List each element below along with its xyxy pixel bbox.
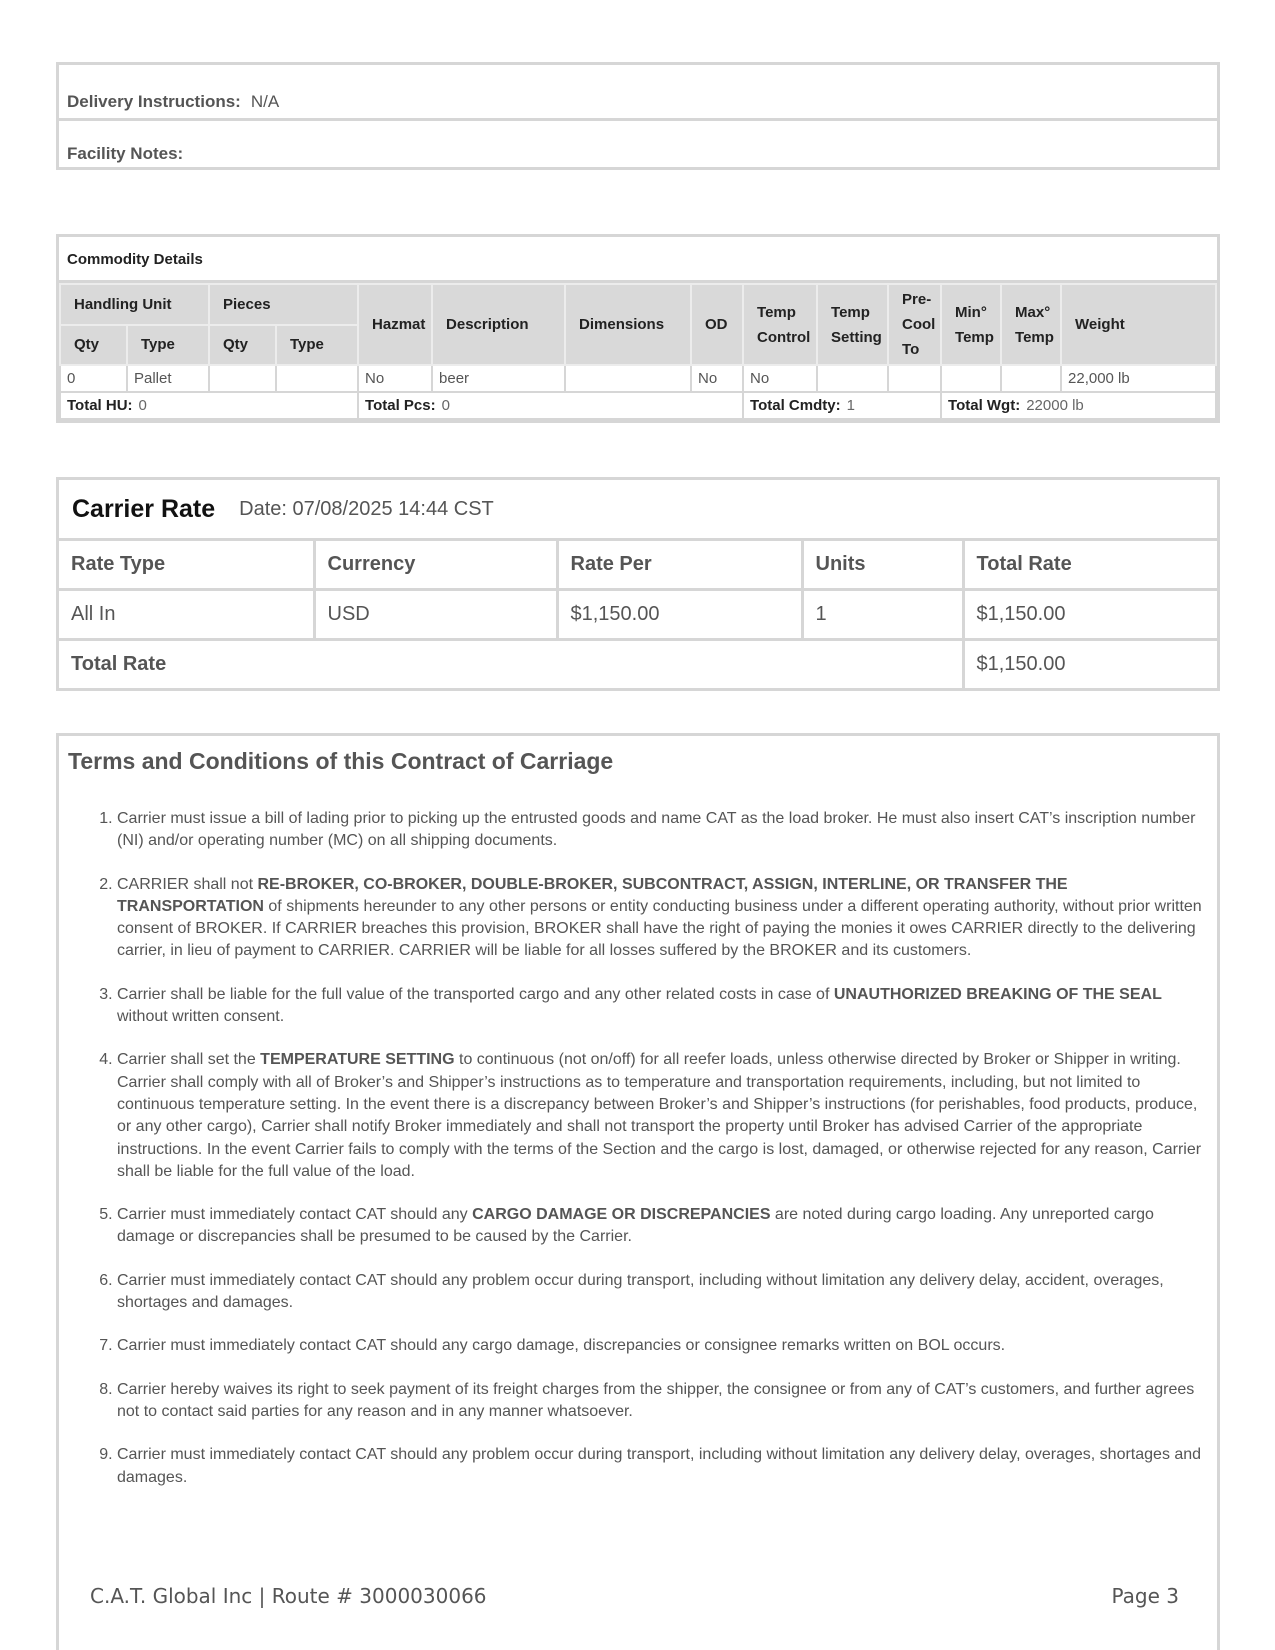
col-od: OD [691,284,743,365]
col-total-rate: Total Rate [963,541,1217,590]
cell-dimensions [565,365,691,392]
col-temp-setting: Temp Setting [817,284,888,365]
total-cmdty [743,392,941,419]
term-emphasis: TEMPERATURE SETTING [260,1051,455,1069]
col-max-temp: Max° Temp [1001,284,1061,365]
footer-route: C.A.T. Global Inc | Route # 3000030066 [90,1584,487,1608]
total-cmdty-value: 1 [846,397,855,414]
carrier-rate-title: Carrier Rate [72,494,216,523]
carrier-rate-table [59,541,1217,688]
term-text: Carrier must immediately contact CAT should any cargo damage, discrepancies or consignee remarks written on BOL occurs. [117,1337,1006,1355]
term-text: without written consent. [117,1008,285,1026]
cell-min-temp [941,365,1001,392]
term-text: Carrier must immediately contact CAT should any problem occur during transport, including without limitation any delivery delay, overages, shortages and damages. [117,1446,1202,1486]
term-text: Carrier hereby waives its right to seek payment of its freight charges from the shipper, the consignee or from any of CAT’s customers, and further agrees not to contact said parties for any reason and in any manner whatsoever. [117,1380,1195,1420]
total-wgt-label: Total Wgt: [948,397,1021,414]
commodity-header-row-1 [60,284,1216,325]
col-hu-qty: Qty [60,325,127,366]
col-handling-unit: Handling Unit [60,284,209,325]
cell-pc-type [276,365,358,392]
col-currency: Currency [314,541,557,590]
total-hu [60,392,358,419]
term-emphasis: UNAUTHORIZED BREAKING OF THE SEAL [833,985,1162,1003]
cell-temp-setting [817,365,888,392]
list-item [117,874,1203,963]
col-rate-type: Rate Type [59,541,314,590]
commodity-details-title: Commodity Details [59,237,1217,283]
list-item [117,1379,1203,1424]
delivery-instructions-value: N/A [250,92,280,111]
rate-total-label: Total Rate [59,640,963,689]
col-weight: Weight [1061,284,1216,365]
instructions-box [56,62,1220,170]
facility-notes-row [59,118,1217,170]
cell-pc-qty [209,365,276,392]
list-item [117,1335,1203,1357]
list-item [117,984,1203,1029]
total-hu-label: Total HU: [67,397,133,414]
term-text: are noted during cargo loading. Any unreported cargo damage or discrepancies shall be presumed to be caused by the Carrier. [117,1206,1154,1246]
cell-pre-cool [888,365,941,392]
list-item [117,808,1203,853]
cell-hu-type: Pallet [127,365,209,392]
table-row [59,590,1217,640]
col-units: Units [802,541,963,590]
total-pcs [358,392,743,419]
cell-od: No [691,365,743,392]
commodity-totals-row [60,392,1216,419]
list-item [117,1270,1203,1315]
delivery-instructions-row [59,65,1217,118]
delivery-instructions-label: Delivery Instructions: [67,92,241,111]
rate-header-row [59,541,1217,590]
col-hazmat: Hazmat [358,284,432,365]
footer-page-number: Page 3 [1111,1584,1179,1608]
rate-total-row [59,640,1217,689]
carrier-rate-date: Date: 07/08/2025 14:44 CST [239,497,494,520]
cell-rate-type: All In [59,590,314,640]
col-pieces: Pieces [209,284,358,325]
total-wgt [941,392,1216,419]
col-rate-per: Rate Per [557,541,802,590]
total-hu-value: 0 [138,397,147,414]
total-cmdty-label: Total Cmdty: [750,397,841,414]
term-emphasis: CARGO DAMAGE OR DISCREPANCIES [472,1206,771,1224]
col-min-temp: Min° Temp [941,284,1001,365]
col-dimensions: Dimensions [565,284,691,365]
cell-hu-qty: 0 [60,365,127,392]
rate-total-value: $1,150.00 [963,640,1217,689]
cell-weight: 22,000 lb [1061,365,1216,392]
list-item [117,1049,1203,1183]
col-pc-qty: Qty [209,325,276,366]
cell-hazmat: No [358,365,432,392]
term-text: of shipments hereunder to any other persons or entity conducting business under a different operating authority, without prior written consent of BROKER. If CARRIER breaches this provision, BROKER shall have the right of paying the monies it owes CARRIER directly to the delivering carrier, in lieu of payment to CARRIER. CARRIER will be liable for all losses suffered by the BROKER and its customers. [117,897,1202,960]
table-row [60,365,1216,392]
term-text: Carrier shall be liable for the full value of the transported cargo and any other related costs in case of [117,985,834,1003]
col-hu-type: Type [127,325,209,366]
term-text: CARRIER shall not [117,875,258,893]
terms-title: Terms and Conditions of this Contract of Carriage [68,748,614,774]
commodity-details-box [56,234,1220,423]
col-temp-control: Temp Control [743,284,817,365]
col-pre-cool: Pre-Cool To [888,284,941,365]
col-pc-type: Type [276,325,358,366]
col-description: Description [432,284,565,365]
term-text: Carrier shall set the [117,1051,261,1069]
cell-units: 1 [802,590,963,640]
carrier-rate-header [59,480,1217,541]
cell-max-temp [1001,365,1061,392]
cell-temp-control: No [743,365,817,392]
list-item [117,1444,1203,1489]
term-emphasis: RE-BROKER, CO-BROKER, DOUBLE-BROKER, SUBCONTRACT, ASSIGN, INTERLINE, OR TRANSFER THE TRANSPORTATION [117,875,1068,915]
list-item [117,1204,1203,1249]
terms-list [59,808,1217,1489]
term-text: to continuous (not on/off) for all reefer loads, unless otherwise directed by Broker or Shipper in writing. Carrier shall comply with all of Broker’s and Shipper’s instructions as to temperature and transportation requirements, including, but not limited to continuous temperature setting. In the event there is a discrepancy between Broker’s and Shipper’s instructions (for perishables, food products, produce, or any other cargo), Carrier shall notify Broker immediately and shall not transport the property until Broker has advised Carrier of the appropriate instructions. In the event Carrier fails to comply with the terms of the Section and the cargo is lost, damaged, or otherwise rejected for any reason, Carrier shall be liable for the full value of the load. [117,1051,1202,1180]
commodity-table [59,283,1217,420]
term-text: Carrier must issue a bill of lading prior to picking up the entrusted goods and name CAT as the load broker. He must also insert CAT’s inscription number (NI) and/or operating number (MC) on all shipping documents. [117,810,1196,850]
carrier-rate-box [56,477,1220,691]
cell-rate-per: $1,150.00 [557,590,802,640]
total-wgt-value: 22000 lb [1026,397,1084,414]
term-text: Carrier must immediately contact CAT should any [117,1206,473,1224]
cell-total-rate: $1,150.00 [963,590,1217,640]
facility-notes-label: Facility Notes: [67,144,184,163]
cell-currency: USD [314,590,557,640]
cell-description: beer [432,365,565,392]
term-text: Carrier must immediately contact CAT should any problem occur during transport, including without limitation any delivery delay, accident, overages, shortages and damages. [117,1271,1164,1312]
total-pcs-value: 0 [441,397,450,414]
terms-box [56,733,1220,1650]
total-pcs-label: Total Pcs: [365,397,436,414]
